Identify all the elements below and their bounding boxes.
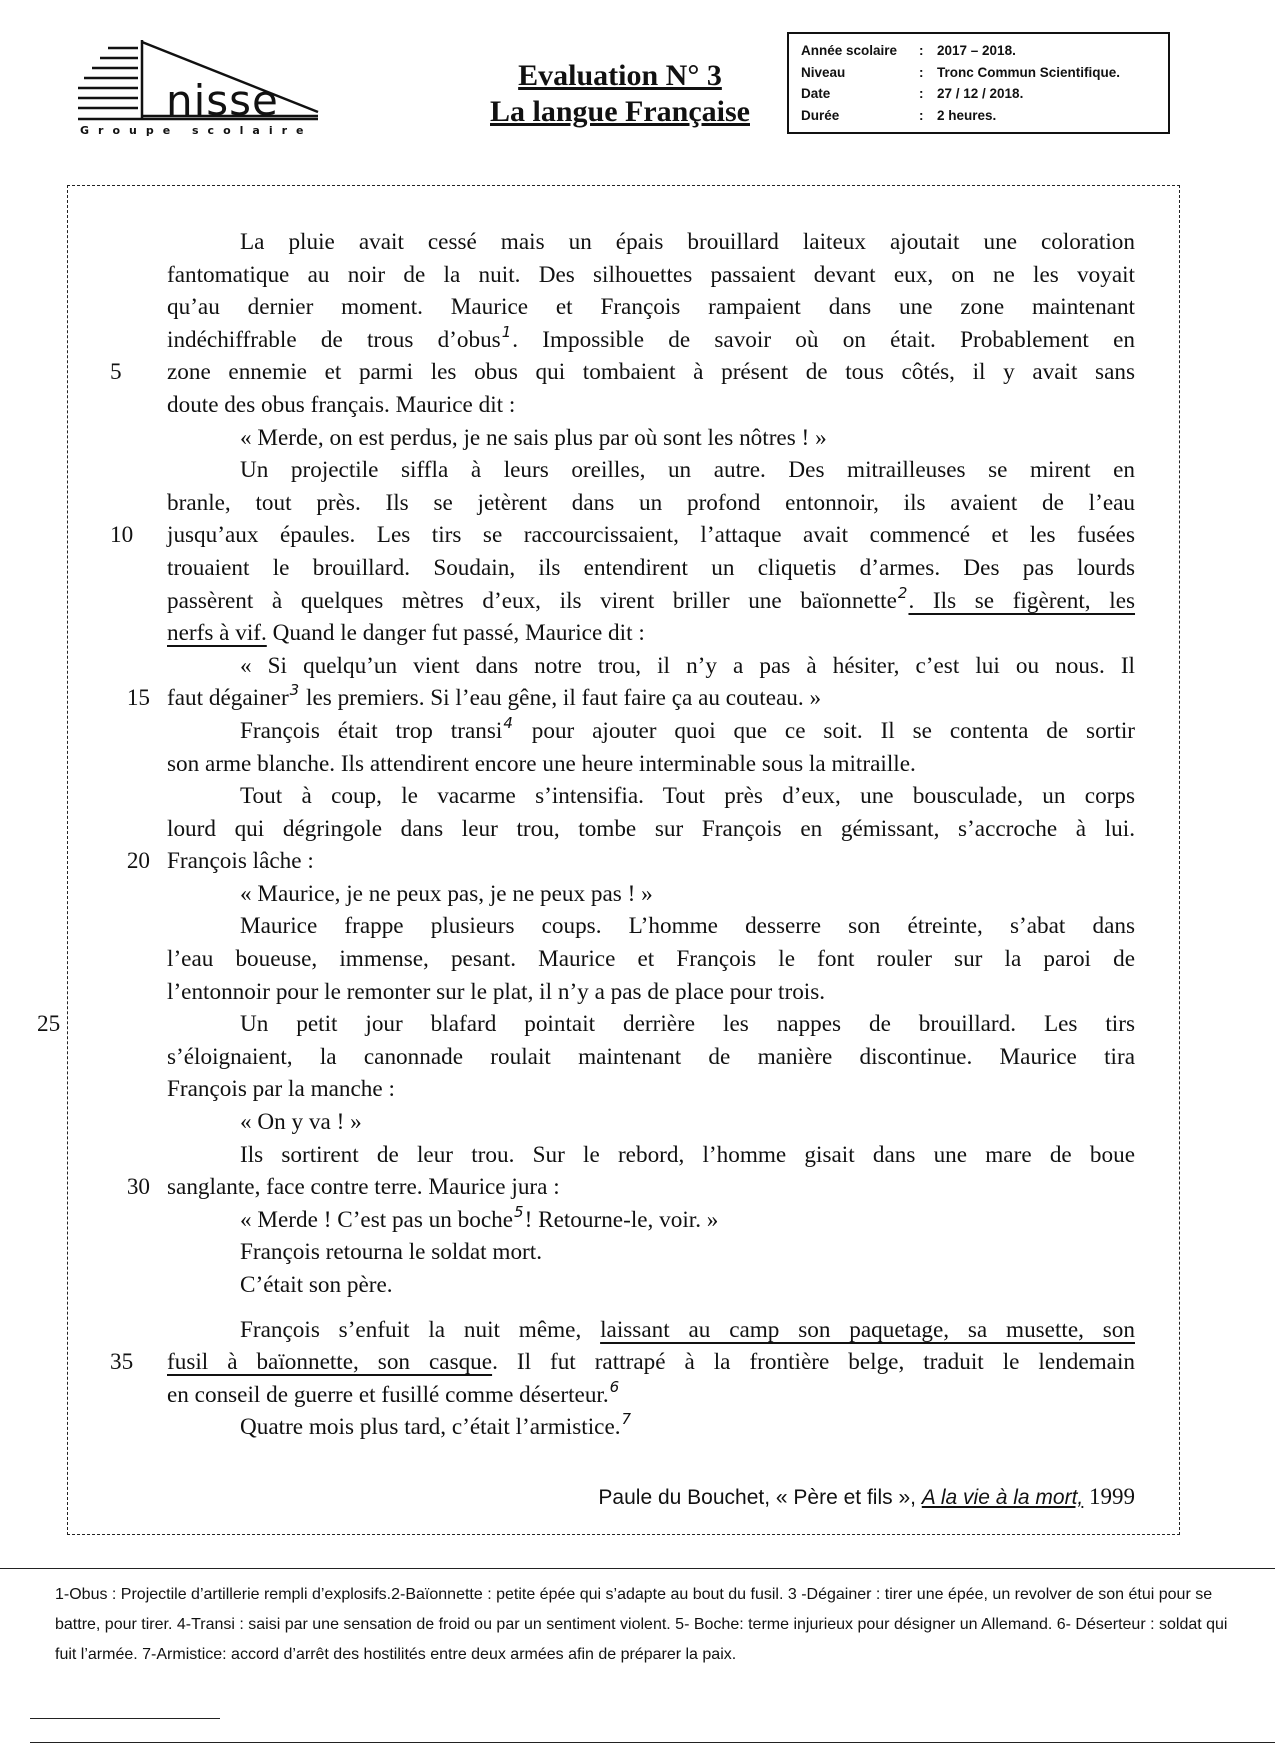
- text-line: « Si quelqu’un vient dans notre trou, il n’y a pas à hésiter, c’est lui ou nous. Il: [240, 652, 1135, 679]
- text-line: l’entonnoir pour le remonter sur le plat, il n’y a pas de place pour trois.: [167, 978, 826, 1005]
- school-logo: [78, 40, 378, 138]
- source-author: Paule du Bouchet, « Père et fils »,: [598, 1486, 922, 1509]
- text-line: doute des obus français. Maurice dit :: [167, 391, 516, 418]
- text-line: Ils sortirent de leur trou. Sur le rebord, l’homme gisait dans une mare de boue: [240, 1141, 1135, 1168]
- text-line: passèrent à quelques mètres d’eux, ils virent briller une baïonnette$^2$. Ils se figèrent, les: [167, 583, 1136, 614]
- footnote-mark: 2: [897, 583, 908, 602]
- text-line: 15 faut dégainer$^3$ les premiers. Si l’eau gêne, il faut faire ça au couteau. »: [167, 682, 1135, 715]
- footnote-mark: 4: [503, 713, 513, 732]
- text-line: « On y va ! »: [240, 1109, 362, 1136]
- text-line: 10 jusqu’aux épaules. Les tirs se raccourcissaient, l’attaque avait commencé et les fusées: [167, 519, 1135, 552]
- info-row: Année scolaire : 2017 – 2018.: [801, 40, 1158, 62]
- title-line-2: La langue Française: [490, 95, 750, 128]
- text-line: qu’au dernier moment. Maurice et François rampaient dans une zone maintenant: [167, 294, 1135, 321]
- text-line: C’était son père.: [240, 1272, 393, 1298]
- info-label: Niveau: [801, 64, 846, 80]
- footnotes: 1-Obus : Projectile d’artillerie rempli d’explosifs.2-Baïonnette : petite épée qui s’adapte au bout du fusil. 3 -Dégainer : tirer une épée, un revolver de son étui pour se battre, pour tirer. 4-Transi : saisi par une sensation de froid ou par un sentiment violent. 5- Boche: terme injurieux pour désigner un Allemand. 6- Déserteur : soldat qui fuit l’armée. 7-Armistice: accord d’arrêt des hostilités entre deux armées afin de préparer la paix.: [55, 1586, 1228, 1663]
- line-number: 10: [110, 522, 134, 549]
- exam-info-box: [787, 32, 1170, 134]
- footnote-mark: 3: [289, 681, 300, 700]
- text-line: 30 sanglante, face contre terre. Maurice jura :: [167, 1171, 1135, 1204]
- text-line: Quatre mois plus tard, c’était l’armistice.$^7$: [240, 1410, 632, 1441]
- info-row: Durée : 2 heures.: [801, 105, 1158, 127]
- text-line: 35 fusil à baïonnette, son casque. Il fut rattrapé à la frontière belge, traduit le lendemain: [167, 1346, 1135, 1379]
- line-number: 15: [126, 685, 150, 712]
- divider: [30, 1718, 220, 1719]
- info-label: Année scolaire: [801, 43, 898, 59]
- text-line: « Merde ! C’est pas un boche$^5$! Retourne-le, voir. »: [240, 1202, 719, 1233]
- text-line: nerfs à vif. Quand le danger fut passé, Maurice dit :: [167, 620, 645, 647]
- text-line: « Merde, on est perdus, je ne sais plus par où sont les nôtres ! »: [240, 424, 827, 451]
- source-citation: [580, 1484, 1135, 1510]
- divider: [0, 1568, 1275, 1569]
- footnote-mark: 6: [609, 1377, 620, 1396]
- text-line: 5 zone ennemie et parmi les obus qui tombaient à présent de tous côtés, il y avait sans: [167, 356, 1135, 389]
- info-value: 27 / 12 / 2018.: [937, 86, 1024, 102]
- text-line: l’eau boueuse, immense, pesant. Maurice et François le font rouler sur la paroi de: [167, 946, 1135, 973]
- text-line: François par la manche :: [167, 1076, 395, 1103]
- text-line: trouaient le brouillard. Soudain, ils entendirent un cliquetis d’armes. Des pas lourds: [167, 554, 1135, 581]
- info-label: Durée: [801, 107, 840, 123]
- text-line: Un projectile siffla à leurs oreilles, un autre. Des mitrailleuses se mirent en: [240, 457, 1135, 484]
- line-number: 35: [110, 1349, 134, 1376]
- title-line-1: Evaluation N° 3: [518, 59, 722, 92]
- text-line: « Maurice, je ne peux pas, je ne peux pas ! »: [240, 880, 653, 907]
- text-line: fantomatique au noir de la nuit. Des silhouettes passaient devant eux, on ne les voyait: [167, 261, 1135, 288]
- info-row: Niveau : Tronc Commun Scientifique.: [801, 62, 1158, 84]
- exam-title: [460, 58, 780, 130]
- text-line: 20 François lâche :: [167, 845, 1135, 878]
- info-value: 2 heures.: [937, 107, 997, 123]
- divider: [30, 1742, 1275, 1743]
- info-value: Tronc Commun Scientifique.: [937, 64, 1121, 80]
- footnote-mark: 1: [501, 322, 512, 341]
- text-line: François était trop transi$^4$ pour ajouter quoi que ce soit. Il se contenta de sortir: [240, 713, 1135, 744]
- info-row: Date : 27 / 12 / 2018.: [801, 83, 1158, 105]
- source-book: A la vie à la mort,: [921, 1486, 1084, 1509]
- text-line: 25 Un petit jour blafard pointait derrière les nappes de brouillard. Les tirs: [167, 1008, 1135, 1041]
- info-value: 2017 – 2018.: [937, 43, 1016, 59]
- text-line: s’éloignaient, la canonnade roulait maintenant de manière discontinue. Maurice tira: [167, 1043, 1135, 1070]
- text-line: Maurice frappe plusieurs coups. L’homme desserre son étreinte, s’abat dans: [240, 913, 1135, 940]
- text-line: François s’enfuit la nuit même, laissant au camp son paquetage, sa musette, son: [240, 1316, 1135, 1343]
- text-line: indéchiffrable de trous d’obus$^1$. Impossible de savoir où on était. Probablement en: [167, 322, 1135, 353]
- line-number: 30: [126, 1174, 150, 1201]
- text-line: son arme blanche. Ils attendirent encore une heure interminable sous la mitraille.: [167, 750, 916, 777]
- line-number: 20: [126, 848, 150, 875]
- text-line: Tout à coup, le vacarme s’intensifia. Tout près d’eux, une bousculade, un corps: [240, 783, 1135, 810]
- reading-passage: [37, 226, 1136, 1444]
- line-number: 5: [110, 359, 122, 386]
- source-year: 1999: [1083, 1484, 1135, 1509]
- text-line: La pluie avait cessé mais un épais brouillard laiteux ajoutait une coloration: [240, 229, 1135, 255]
- text-line: en conseil de guerre et fusillé comme déserteur.$^6$: [167, 1377, 620, 1408]
- text-line: lourd qui dégringole dans leur trou, tombe sur François en gémissant, s’accroche à lui.: [167, 815, 1135, 842]
- logo-subtitle: Groupe scolaire: [80, 124, 313, 137]
- logo-name: nisse: [166, 76, 279, 125]
- text-line: François retourna le soldat mort.: [240, 1239, 543, 1266]
- line-number: 25: [37, 1011, 61, 1038]
- footnote-mark: 5: [514, 1202, 524, 1221]
- footnote-mark: 7: [621, 1410, 632, 1429]
- text-line: branle, tout près. Ils se jetèrent dans un profond entonnoir, ils avaient de l’eau: [167, 489, 1135, 516]
- info-label: Date: [801, 86, 831, 102]
